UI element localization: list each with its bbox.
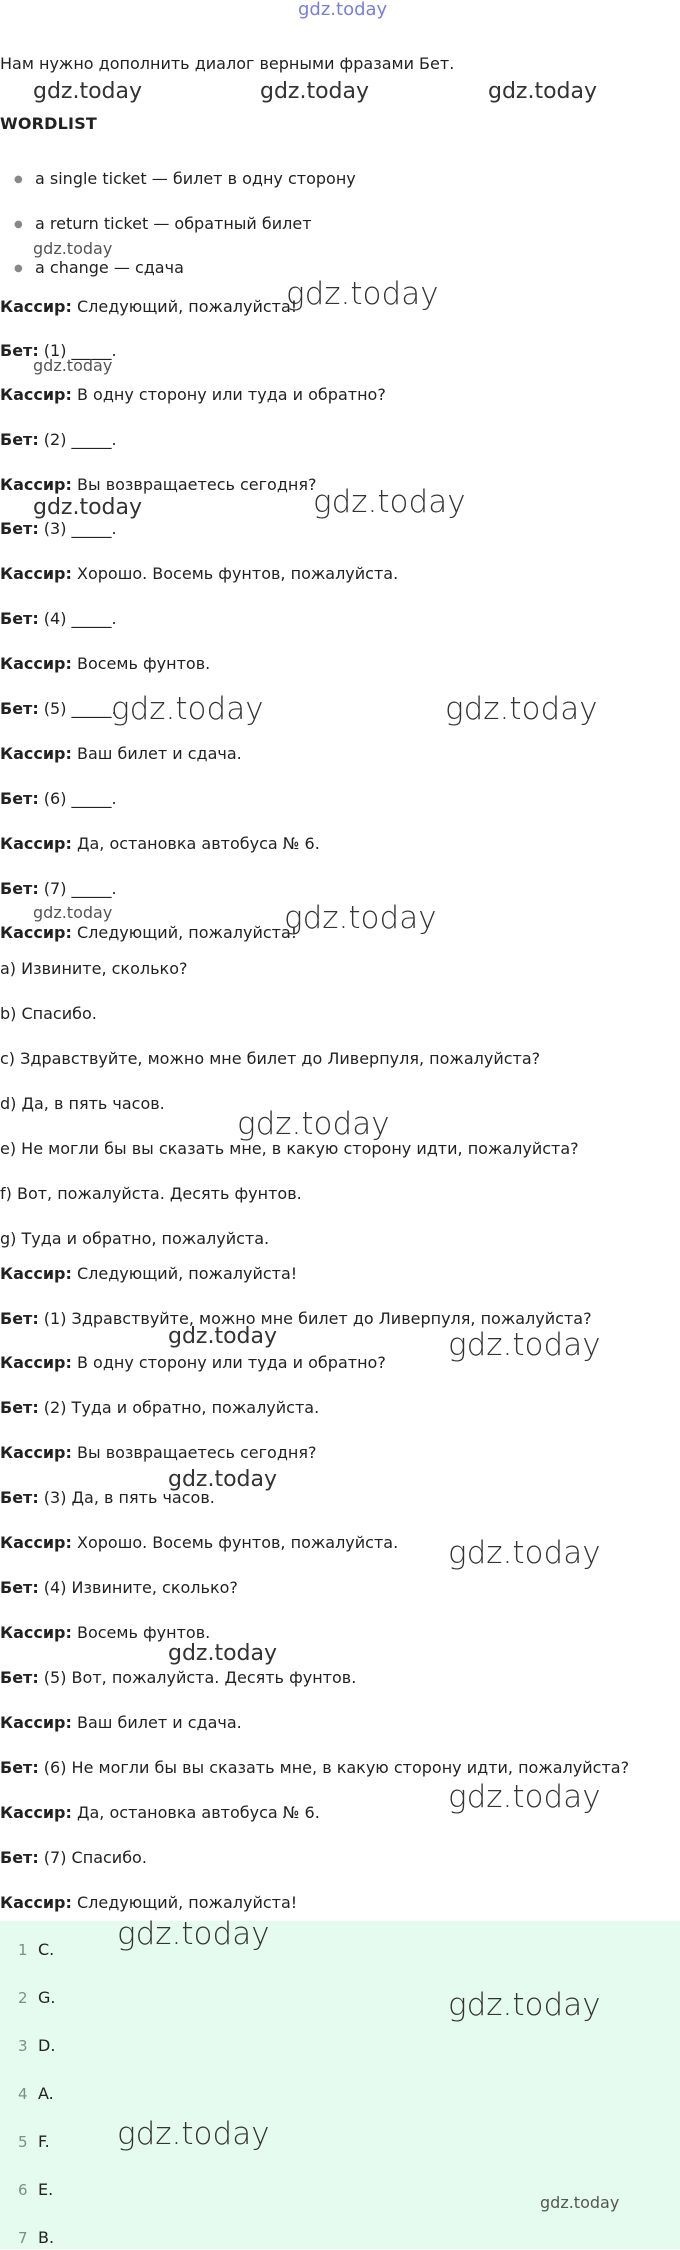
- watermark: gdz.today: [33, 356, 113, 375]
- answer-value: E.: [38, 2180, 54, 2199]
- option-a: a) Извините, сколько?: [0, 959, 188, 978]
- dialog-line: Кассир: Хорошо. Восемь фунтов, пожалуйста.: [0, 564, 399, 583]
- watermark: gdz.today: [448, 1327, 601, 1363]
- wordlist-item: a return ticket — обратный билет: [35, 214, 312, 233]
- answer-line: Кассир: В одну сторону или туда и обратно?: [0, 1353, 386, 1372]
- watermark: gdz.today: [111, 691, 264, 727]
- answer-line: Бет: (2) Туда и обратно, пожалуйста.: [0, 1398, 320, 1417]
- option-c: c) Здравствуйте, можно мне билет до Ливерпуля, пожалуйста?: [0, 1049, 541, 1068]
- answer-line: Кассир: Ваш билет и сдача.: [0, 1713, 242, 1732]
- watermark: gdz.today: [168, 1467, 278, 1492]
- watermark: gdz.today: [260, 79, 370, 104]
- answer-number: 7: [18, 2229, 28, 2247]
- watermark: gdz.today: [488, 79, 598, 104]
- watermark: gdz.today: [168, 1324, 278, 1349]
- watermark: gdz.today: [448, 1779, 601, 1815]
- answer-line: Кассир: Восемь фунтов.: [0, 1623, 211, 1642]
- watermark: gdz.today: [448, 1987, 601, 2023]
- watermark: gdz.today: [284, 900, 437, 936]
- watermark: gdz.today: [33, 903, 113, 922]
- wordlist-item: a single ticket — билет в одну сторону: [35, 169, 356, 188]
- answer-line: Кассир: Да, остановка автобуса № 6.: [0, 1803, 320, 1822]
- dialog-line: Бет: (4) _____.: [0, 609, 117, 628]
- dialog-line: Кассир: Да, остановка автобуса № 6.: [0, 834, 320, 853]
- watermark: gdz.today: [33, 495, 143, 520]
- answer-line: Бет: (4) Извините, сколько?: [0, 1578, 238, 1597]
- answer-line: Бет: (3) Да, в пять часов.: [0, 1488, 215, 1507]
- bullet-icon: ●: [14, 263, 23, 274]
- option-g: g) Туда и обратно, пожалуйста.: [0, 1229, 270, 1248]
- watermark: gdz.today: [445, 691, 598, 727]
- answer-line: Бет: (6) Не могли бы вы сказать мне, в какую сторону идти, пожалуйста?: [0, 1758, 630, 1777]
- answer-number: 3: [18, 2037, 28, 2055]
- watermark: gdz.today: [117, 2116, 270, 2152]
- answer-value: D.: [38, 2036, 56, 2055]
- answer-line: Бет: (5) Вот, пожалуйста. Десять фунтов.: [0, 1668, 357, 1687]
- watermark: gdz.today: [540, 2193, 620, 2212]
- bullet-icon: ●: [14, 174, 23, 185]
- answer-line: Кассир: Следующий, пожалуйста!: [0, 1893, 298, 1912]
- dialog-line: Бет: (2) _____.: [0, 430, 117, 449]
- answer-value: B.: [38, 2228, 55, 2247]
- answer-line: Бет: (7) Спасибо.: [0, 1848, 147, 1867]
- answer-line: Бет: (1) Здравствуйте, можно мне билет до Ливерпуля, пожалуйста?: [0, 1309, 592, 1328]
- dialog-line: Кассир: В одну сторону или туда и обратно?: [0, 385, 386, 404]
- dialog-line: Кассир: Следующий, пожалуйста!: [0, 297, 298, 316]
- intro-text: Нам нужно дополнить диалог верными фразами Бет.: [0, 54, 455, 73]
- watermark: gdz.today: [33, 239, 113, 258]
- dialog-line: Кассир: Следующий, пожалуйста!: [0, 923, 298, 942]
- dialog-line: Кассир: Восемь фунтов.: [0, 654, 211, 673]
- answer-value: G.: [38, 1988, 56, 2007]
- watermark: gdz.today: [237, 1106, 390, 1142]
- watermark: gdz.today: [33, 79, 143, 104]
- dialog-line: Бет: (1) _____.: [0, 341, 117, 360]
- dialog-line: Бет: (3) _____.: [0, 519, 117, 538]
- watermark: gdz.today: [286, 276, 439, 312]
- watermark: gdz.today: [117, 1916, 270, 1952]
- dialog-line: Кассир: Ваш билет и сдача.: [0, 744, 242, 763]
- watermark: gdz.today: [313, 484, 466, 520]
- wordlist-heading: WORDLIST: [0, 114, 98, 133]
- wordlist-item: a change — сдача: [35, 258, 184, 277]
- answer-line: Кассир: Следующий, пожалуйста!: [0, 1264, 298, 1283]
- answer-number: 4: [18, 2085, 28, 2103]
- answer-key-panel: [0, 1916, 680, 2249]
- watermark: gdz.today: [168, 1641, 278, 1666]
- option-d: d) Да, в пять часов.: [0, 1094, 165, 1113]
- watermark: gdz.today: [448, 1535, 601, 1571]
- option-e: e) Не могли бы вы сказать мне, в какую сторону идти, пожалуйста?: [0, 1139, 579, 1158]
- answer-value: F.: [38, 2132, 50, 2151]
- bullet-icon: ●: [14, 219, 23, 230]
- dialog-line: Бет: (5) _____.: [0, 699, 117, 718]
- answer-number: 5: [18, 2133, 28, 2151]
- answer-line: Кассир: Вы возвращаетесь сегодня?: [0, 1443, 317, 1462]
- watermark-top: gdz.today: [298, 0, 388, 20]
- dialog-line: Кассир: Вы возвращаетесь сегодня?: [0, 475, 317, 494]
- answer-value: A.: [38, 2084, 54, 2103]
- answer-number: 2: [18, 1989, 28, 2007]
- answer-number: 1: [18, 1941, 28, 1959]
- answer-line: Кассир: Хорошо. Восемь фунтов, пожалуйста.: [0, 1533, 399, 1552]
- option-b: b) Спасибо.: [0, 1004, 97, 1023]
- option-f: f) Вот, пожалуйста. Десять фунтов.: [0, 1184, 302, 1203]
- answer-value: C.: [38, 1940, 55, 1959]
- dialog-line: Бет: (6) _____.: [0, 789, 117, 808]
- answer-number: 6: [18, 2181, 28, 2199]
- dialog-line: Бет: (7) _____.: [0, 879, 117, 898]
